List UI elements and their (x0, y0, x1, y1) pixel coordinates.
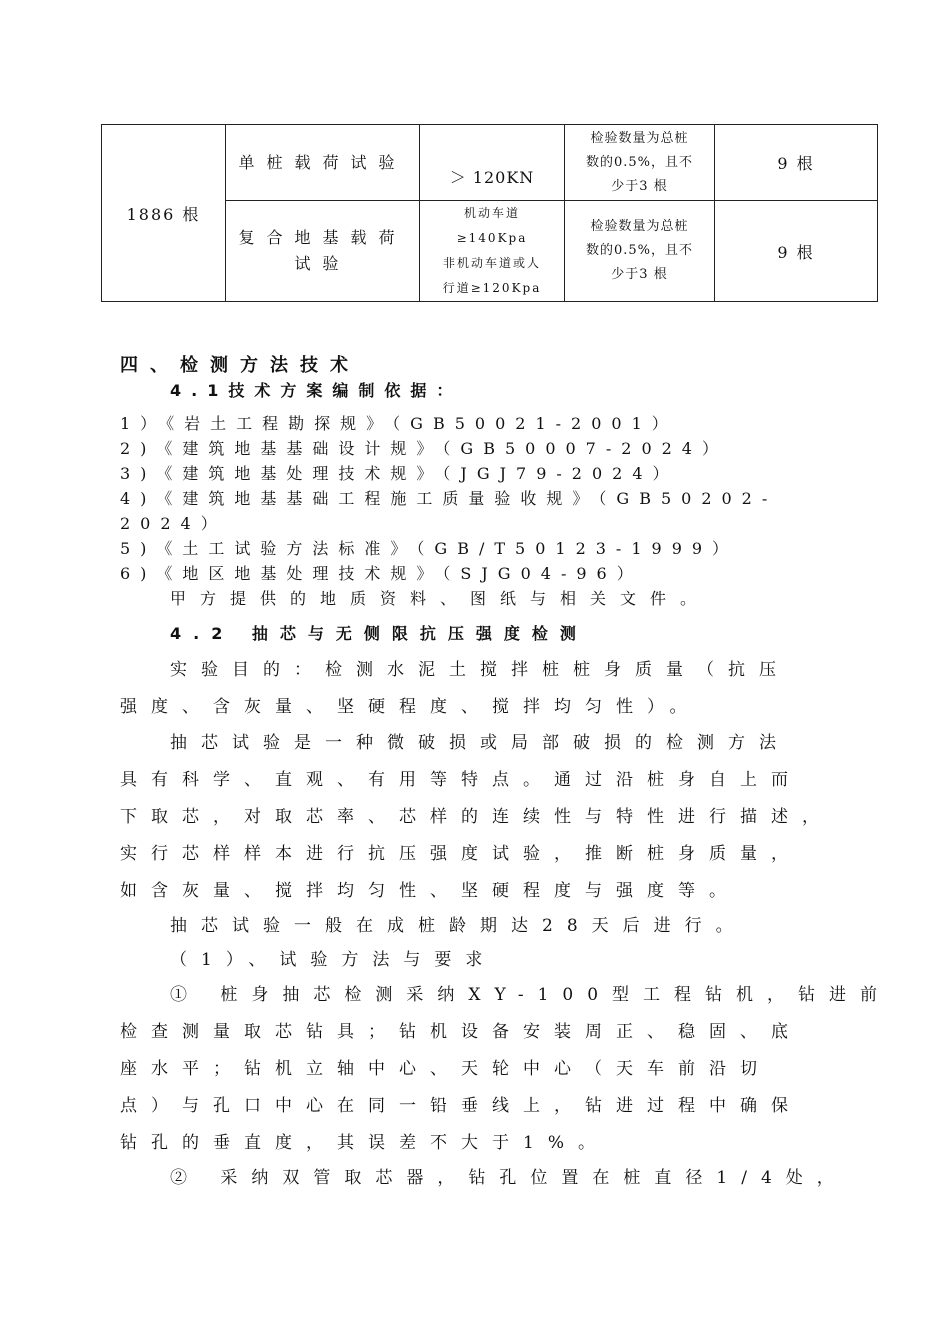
ratio-line: 少于3 根 (611, 267, 668, 282)
requirement-line: ≥140Kpa (456, 231, 528, 245)
reference-item: 4)《建筑地基基础工程施工质量验收规》（GB50202- (120, 489, 778, 508)
subsection-heading: 4.2 抽芯与无侧限抗压强度检测 (170, 624, 588, 643)
subsection-heading: 4.1技术方案编制依据： (170, 381, 463, 400)
ratio-line: 检验数量为总桩 (590, 219, 689, 234)
paragraph-line: 强度、含灰量、坚硬程度、搅拌均匀性）。 (120, 697, 701, 717)
requirement-line: 行道≥120Kpa (442, 281, 542, 295)
reference-item: 5)《土工试验方法标准》（GB/T50123-1999） (120, 539, 739, 558)
reference-item: 2024） (120, 514, 227, 533)
paragraph-line: 具有科学、直观、有用等特点。通过沿桩身自上而 (120, 770, 802, 790)
paragraph-line: ② 采纳双管取芯器，钻孔位置在桩直径1/4处， (170, 1168, 848, 1188)
inspection-table (101, 124, 878, 302)
test-name-cell: 单桩载荷试验 (226, 125, 420, 201)
paragraph-line: 抽芯试验是一种微破损或局部破损的检测方法 (170, 733, 790, 753)
requirement-cell (420, 201, 565, 302)
reference-item: 2)《建筑地基基础设计规》（GB50007-2024） (120, 439, 728, 458)
ratio-cell (565, 201, 715, 302)
ratio-line: 数的0.5%，且不 (585, 243, 694, 258)
table-row (102, 125, 878, 201)
ratio-cell (565, 125, 715, 201)
requirement-cell: ＞ 120KN (420, 125, 565, 201)
paragraph-line: 实验目的：检测水泥土搅拌桩桩身质量（抗压 (170, 660, 790, 680)
paragraph-line: ① 桩身抽芯检测采纳XY-100型工程钻机，钻进前 (170, 985, 892, 1005)
test-name-cell: 复合地基载荷试验 (226, 201, 420, 302)
paragraph-line: 抽芯试验一般在成桩龄期达28天后进行。 (170, 916, 747, 936)
reference-item: 1）《岩土工程勘探规》（GB50021-2001） (120, 414, 678, 433)
requirement-line: 非机动车道或人 (442, 256, 541, 270)
reference-note: 甲方提供的地质资料、图纸与相关文件。 (170, 589, 711, 608)
paragraph-line: （1）、试验方法与要求 (170, 950, 497, 970)
section-heading: 四、检测方法技术 (120, 355, 360, 376)
ratio-line: 数的0.5%，且不 (585, 154, 694, 170)
ratio-line: 少于3 根 (611, 178, 668, 194)
paragraph-line: 座水平；钻机立轴中心、天轮中心（天车前沿切 (120, 1059, 771, 1079)
requirement-line: 机动车道 (463, 206, 520, 220)
pile-count-cell: 1886 根 (102, 125, 226, 302)
paragraph-line: 点）与孔口中心在同一铅垂线上，钻进过程中确保 (120, 1096, 802, 1116)
reference-item: 6)《地区地基处理技术规》（SJG04-96） (120, 564, 643, 583)
paragraph-line: 如含灰量、搅拌均匀性、坚硬程度与强度等。 (120, 881, 740, 901)
paragraph-line: 钻孔的垂直度，其误差不大于1%。 (120, 1133, 609, 1153)
result-cell: 9 根 (715, 201, 878, 302)
paragraph-line: 检查测量取芯钻具；钻机设备安装周正、稳固、底 (120, 1022, 802, 1042)
paragraph-line: 实行芯样样本进行抗压强度试验，推断桩身质量， (120, 844, 802, 864)
ratio-line: 检验数量为总桩 (590, 130, 689, 146)
result-cell: 9 根 (715, 125, 878, 201)
reference-item: 3)《建筑地基处理技术规》（JGJ79-2024） (120, 464, 679, 483)
paragraph-line: 下取芯，对取芯率、芯样的连续性与特性进行描述， (120, 807, 833, 827)
